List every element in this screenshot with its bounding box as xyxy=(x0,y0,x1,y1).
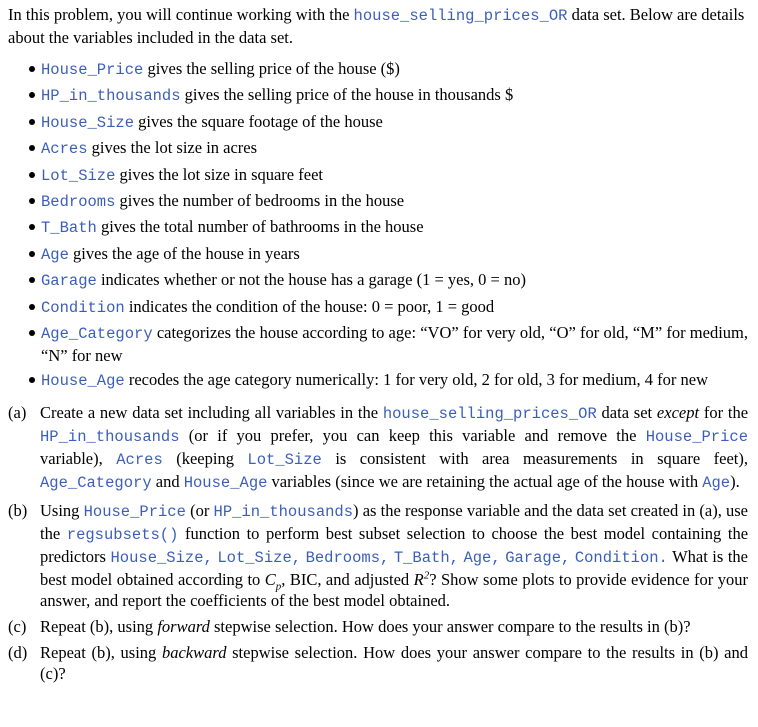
list-item xyxy=(30,84,748,107)
part-text: is consistent with area measurements in square feet), xyxy=(335,449,748,469)
emphasis-text: except xyxy=(656,403,700,423)
part-text: , BIC, and adjusted xyxy=(281,569,410,589)
variable-desc: recodes the age category numerically: 1 for very old, 2 for old, 3 for medium, 4 for new xyxy=(128,370,708,390)
part-text: data set xyxy=(601,403,653,423)
variable-desc: gives the age of the house in years xyxy=(73,243,300,263)
code-term: Age_Category xyxy=(40,474,152,493)
variable-desc: gives the number of bedrooms in the house xyxy=(119,190,405,210)
r2-symbol xyxy=(414,570,430,589)
part-text: variable), xyxy=(40,449,103,469)
part-label: (c) xyxy=(8,617,27,637)
intro-text-2: data set. Below are details about the variables included in the data set. xyxy=(8,5,745,47)
part-text: and xyxy=(155,472,180,492)
variable-list xyxy=(8,58,748,392)
part-b xyxy=(8,500,748,611)
part-text: (keeping xyxy=(176,449,234,469)
question-parts xyxy=(8,402,748,684)
variable-desc: gives the total number of bathrooms in the house xyxy=(100,217,424,237)
list-item xyxy=(30,137,748,160)
intro-text-1: In this problem, you will continue working with the xyxy=(8,5,350,24)
variable-name: T_Bath xyxy=(41,219,97,238)
variable-desc: gives the selling price of the house in thousands $ xyxy=(184,85,514,105)
part-text: What is the best model obtained according to xyxy=(40,546,748,589)
variable-name: HP_in_thousands xyxy=(41,87,181,106)
variable-name: House_Size xyxy=(41,113,135,132)
list-item xyxy=(30,269,748,292)
cp-subscript: p xyxy=(275,579,282,592)
part-text: ). xyxy=(730,472,740,492)
part-text: Using xyxy=(40,500,80,520)
variable-desc: indicates the condition of the house: 0 = poor, 1 = good xyxy=(128,296,495,316)
code-term: Acres xyxy=(116,451,163,470)
code-term: Garage, xyxy=(505,548,571,567)
part-text: for the xyxy=(703,403,749,423)
part-text: (or xyxy=(190,500,210,520)
part-text: Repeat (b), using xyxy=(40,617,154,637)
r2-letter: R xyxy=(413,569,424,589)
variable-name: Bedrooms xyxy=(41,192,116,211)
part-text: ) as the response variable and the data set created in (a), use the xyxy=(40,500,749,543)
code-term: house_selling_prices_OR xyxy=(382,405,597,424)
list-item xyxy=(30,369,748,392)
part-a xyxy=(8,402,748,494)
emphasis-text: forward xyxy=(157,617,210,637)
variable-name: Acres xyxy=(41,140,88,159)
part-text: variables (since we are retaining the actual age of the house with xyxy=(271,472,699,492)
list-item xyxy=(30,111,748,134)
cp-symbol xyxy=(264,569,282,592)
list-item xyxy=(30,243,748,266)
part-text: ? Show some plots to provide evidence for your answer, and report the coefficients of the best model obtained. xyxy=(40,569,748,610)
list-item xyxy=(30,322,748,366)
variable-name: Garage xyxy=(41,272,97,291)
variable-desc: gives the square footage of the house xyxy=(138,111,383,131)
part-text: Repeat (b), using xyxy=(40,643,157,663)
variable-name: Lot_Size xyxy=(41,166,116,185)
code-term: Lot_Size xyxy=(247,451,322,470)
code-term: Condition. xyxy=(574,548,668,567)
list-item xyxy=(30,58,748,81)
variable-name: House_Price xyxy=(41,61,144,79)
part-text: Create a new data set including all variables in the xyxy=(40,403,379,423)
intro-paragraph xyxy=(8,4,748,48)
code-term: Lot_Size, xyxy=(217,548,302,567)
variable-name: House_Age xyxy=(41,372,125,391)
part-label: (b) xyxy=(8,500,28,520)
code-term: HP_in_thousands xyxy=(40,428,180,447)
code-term: House_Price xyxy=(83,502,186,521)
variable-desc: gives the lot size in square feet xyxy=(119,164,323,184)
code-term: House_Age xyxy=(183,474,268,493)
part-text: function to perform best subset selection to choose the best model containing the predictors xyxy=(40,523,749,566)
part-text: (or if you prefer, you can keep this variable and remove the xyxy=(188,426,637,446)
emphasis-text: backward xyxy=(161,643,227,663)
code-term: House_Size, xyxy=(110,548,213,567)
variable-desc: gives the selling price of the house ($) xyxy=(147,59,400,78)
list-item xyxy=(30,164,748,187)
code-term: Bedrooms, xyxy=(305,548,390,567)
variable-name: Condition xyxy=(41,298,125,317)
code-term: T_Bath, xyxy=(393,548,459,567)
part-d xyxy=(8,642,748,684)
list-item xyxy=(30,296,748,319)
part-label: (a) xyxy=(8,403,27,423)
list-item xyxy=(30,190,748,213)
variable-desc: indicates whether or not the house has a garage (1 = yes, 0 = no) xyxy=(100,270,526,290)
dataset-name: house_selling_prices_OR xyxy=(353,7,568,25)
cp-letter: C xyxy=(264,569,276,589)
list-item xyxy=(30,216,748,239)
code-term: Age, xyxy=(463,548,501,567)
variable-desc: gives the lot size in acres xyxy=(91,138,258,158)
code-term: regsubsets() xyxy=(66,525,179,544)
code-term: House_Price xyxy=(645,428,749,447)
variable-name: Age xyxy=(41,245,69,264)
part-text: stepwise selection. How does your answer compare to the results in (b)? xyxy=(214,617,691,637)
variable-name: Age_Category xyxy=(41,324,153,343)
part-c xyxy=(8,616,748,637)
code-term: HP_in_thousands xyxy=(213,502,354,521)
variable-desc: categorizes the house according to age: “VO” for very old, “O” for old, “M” for medium, “N” for new xyxy=(41,322,749,365)
part-label: (d) xyxy=(8,643,28,663)
r2-superscript: 2 xyxy=(423,569,430,582)
code-term: Age xyxy=(702,474,731,493)
part-text: stepwise selection. How does your answer compare to the results in (b) and (c)? xyxy=(40,643,748,684)
